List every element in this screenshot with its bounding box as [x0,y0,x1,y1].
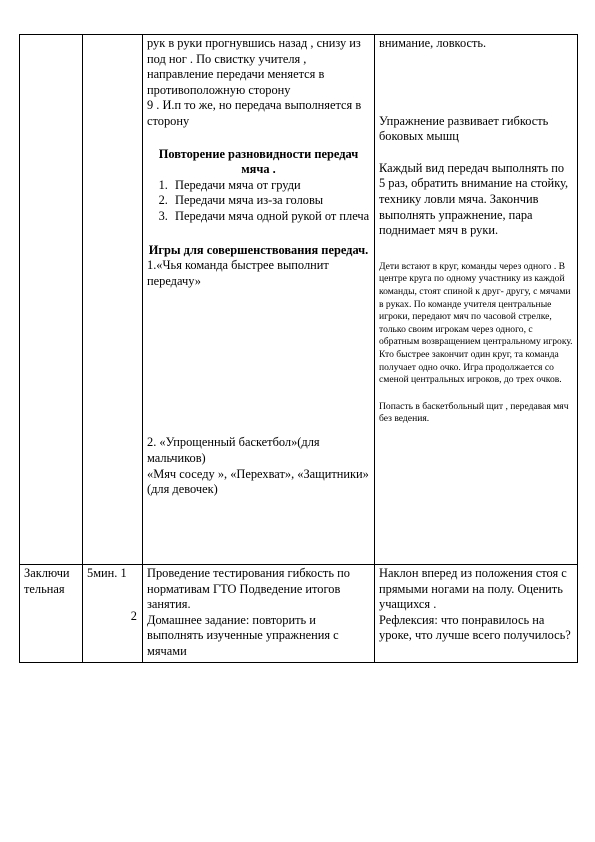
game-3: «Мяч соседу », «Перехват», «Защитники» (для девочек) [147,466,369,497]
exercise-continuation: рук в руки прогнувшись назад , снизу из под ног . По свистку учителя , направление передачи меняется в противоположную сторону [147,36,361,97]
note-flexibility: Упражнение развивает гибкость боковых мышц [379,113,549,144]
note-basketball: Попасть в баскетбольный щит , передавая мяч без ведения. [379,400,569,425]
table-row-main-part [20,35,578,565]
content-cell [143,35,375,565]
section-heading-games: Игры для совершенствования передач. [148,242,369,257]
note-bend-test: Наклон вперед из положения стоя с прямыми ногами на полу. Оценить учащихся . [379,566,567,612]
list-item: 2. Передачи мяча из-за головы [171,193,370,209]
stage-cell [20,35,83,565]
final-testing: Проведение тестирования гибкость по нормативам ГТО Подведение итогов занятия. [147,566,350,612]
game-2: 2. «Упрощенный баскетбол»(для мальчиков) [147,435,320,465]
lesson-plan-table [19,34,578,663]
note-pass-method: Каждый вид передач выполнять по 5 раз, обратить внимание на стойку, технику ловли мяча. Закончив выполнять упражнение, пара поднимает мяч в руки. [379,160,569,238]
list-item: 1. Передачи мяча от груди [171,178,370,194]
section-heading-passes: Повторение разновидности передач мяча . [158,146,359,177]
time-cell [83,565,143,663]
note-attention: внимание, ловкость. [379,36,487,50]
step-number: 2 [130,609,137,623]
pass-types-list [147,178,370,225]
notes-cell [375,35,578,565]
stage-cell: Заключи тельная [20,565,83,663]
note-game-rules: Дети встают в круг, команды через одного . В центре круга по одному участнику из каждой команды, стоят спиной к друг- другу, с мячами в руках. По команде учителя центральные игроки, передают мяч по часовой стрелке, только своим игрокам через одного, с обратным возвращением центральному игроку. Кто быстрее закончит один круг, та команда получает одно очко. Игра продолжается со сменой центральных игроков, до трех очков. [379,260,573,386]
exercise-9: 9 . И.п то же, но передача выполняется в сторону [147,98,362,128]
table-row-final-part [20,565,578,663]
list-item: 3. Передачи мяча одной рукой от плеча [171,209,370,225]
homework: Домашнее задание: повторить и выполнять изученные упражнения с мячами [147,612,339,658]
game-1: 1.«Чья команда быстрее выполнит передачу» [147,258,329,288]
note-reflection: Рефлексия: что понравилось на уроке, что лучше всего получилось? [379,612,571,643]
time-cell [83,35,143,565]
time-value: 5мин. 1 [87,566,127,580]
content-cell [143,565,375,663]
notes-cell [375,565,578,663]
